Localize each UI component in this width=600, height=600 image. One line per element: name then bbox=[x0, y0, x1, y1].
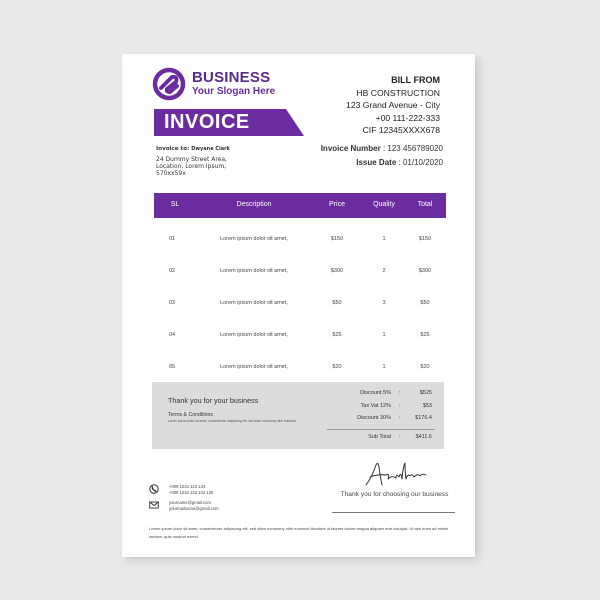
cell-sl: 02 bbox=[169, 268, 176, 274]
email-address: yourname@gmail.com bbox=[169, 500, 211, 505]
totals-value: $525 bbox=[419, 390, 432, 396]
invoice-to-block bbox=[156, 145, 256, 177]
bill-from-title: BILL FROM bbox=[391, 75, 440, 85]
signature-line bbox=[332, 512, 455, 513]
invoice-number-label: Invoice Number bbox=[320, 144, 381, 153]
cell-qty: 3 bbox=[382, 300, 386, 306]
totals-label: Discount 30% bbox=[357, 415, 391, 421]
header-quality: Quality bbox=[373, 201, 395, 208]
cell-description: Lorem ipsum dolor sit amet, bbox=[220, 332, 288, 338]
address-line: 570xx59x bbox=[156, 170, 186, 177]
e-circle-logo-icon bbox=[152, 67, 186, 101]
totals-row-discount-5 bbox=[327, 390, 435, 403]
cell-qty: 1 bbox=[382, 364, 386, 370]
invoice-number-value: : 123 456789020 bbox=[380, 144, 443, 153]
cell-description: Lorem ipsum dolor sit amet, bbox=[220, 364, 288, 370]
cell-total: $25 bbox=[420, 332, 430, 338]
cell-qty: 1 bbox=[382, 332, 386, 338]
header-total: Total bbox=[417, 201, 433, 208]
brand-slogan: Your Slogan Here bbox=[192, 86, 276, 97]
cell-price: $25 bbox=[332, 332, 342, 338]
address-line: 24 Dummy Street Area, bbox=[156, 156, 227, 163]
invoice-to-name: Dwyane Clark bbox=[191, 146, 230, 152]
totals-row-tax-vat bbox=[327, 403, 435, 416]
phone-number: +009 1234 123 134 126 bbox=[169, 490, 214, 495]
invoice-meta bbox=[321, 142, 443, 170]
subtotal-value: $411.6 bbox=[415, 433, 432, 440]
issue-date bbox=[321, 156, 443, 170]
cell-total: $300 bbox=[418, 268, 432, 274]
summary-panel bbox=[152, 382, 444, 449]
cell-sl: 01 bbox=[169, 236, 176, 242]
cell-description: Lorem ipsum dolor sit amet, bbox=[220, 300, 288, 306]
phone-number: +009 1234 123 134 bbox=[169, 484, 206, 489]
issue-date-value: : 01/10/2020 bbox=[396, 158, 443, 167]
invoice-page bbox=[122, 54, 475, 557]
brand-name: BUSINESS bbox=[192, 69, 271, 86]
cell-price: $300 bbox=[330, 268, 344, 274]
invoice-to-label: Invoice to: bbox=[156, 146, 192, 152]
terms-title: Terms & Conditions bbox=[168, 412, 213, 418]
cell-total: $20 bbox=[420, 364, 430, 370]
cell-sl: 03 bbox=[169, 300, 176, 306]
cell-price: $50 bbox=[332, 300, 342, 306]
issue-date-label: Issue Date bbox=[356, 158, 397, 167]
totals-divider bbox=[327, 429, 435, 430]
invoice-number bbox=[321, 142, 443, 156]
bill-from-company: HB CONSTRUCTION bbox=[356, 87, 440, 98]
table-header bbox=[154, 193, 446, 218]
header-sl: SL bbox=[170, 201, 180, 208]
totals-row-subtotal bbox=[327, 434, 435, 447]
subtotal-sep: : bbox=[399, 433, 401, 440]
totals-sep: : bbox=[399, 390, 401, 396]
cell-price: $150 bbox=[330, 236, 344, 242]
phone-icon bbox=[149, 484, 159, 494]
invoice-to-address bbox=[156, 156, 256, 177]
bill-from-address: 123 Grand Avenue - City bbox=[346, 100, 440, 110]
cell-qty: 2 bbox=[382, 268, 386, 274]
envelope-icon bbox=[149, 500, 159, 510]
totals-value: $176.4 bbox=[415, 415, 432, 421]
address-line: Location, Lorem Ipsum, bbox=[156, 163, 227, 170]
brand-block bbox=[192, 70, 275, 98]
footer-text: Lorem ipsum dolor sit amet, consectetuer adipiscing elit, sed diam nonummy nibh euismod tincidunt ut laoreet dolore magna aliquam erat volutpat. Ut wisi enim ad minim veniam, quis nostrud exerci bbox=[149, 526, 449, 539]
cell-description: Lorem ipsum dolor sit amet, bbox=[220, 236, 288, 242]
cell-qty: 1 bbox=[382, 236, 386, 242]
cell-price: $20 bbox=[332, 364, 342, 370]
table-row bbox=[154, 332, 446, 344]
invoice-title: INVOICE bbox=[164, 111, 250, 133]
terms-body: Lorem ipsum dolor sit amet, consectetuer adipiscing elit, sed diam nonummy nibh euismod bbox=[168, 419, 296, 423]
table-row bbox=[154, 300, 446, 312]
table-row bbox=[154, 364, 446, 376]
totals-block bbox=[327, 390, 435, 446]
totals-sep: : bbox=[399, 402, 401, 409]
table-row bbox=[154, 236, 446, 248]
subtotal-label: Sub Total bbox=[368, 433, 391, 440]
email-address: yourmailname@gmail.com bbox=[169, 506, 219, 511]
cell-total: $50 bbox=[420, 300, 430, 306]
signature-caption: Thank you for choosing our business bbox=[340, 491, 449, 498]
cell-description: Lorem ipsum dolor sit amet, bbox=[220, 268, 288, 274]
totals-label: Discount 5% bbox=[360, 390, 391, 396]
totals-value: $53 bbox=[422, 402, 432, 409]
totals-sep: : bbox=[399, 415, 401, 421]
thanks-message: Thank you for your business bbox=[168, 396, 259, 405]
table-row bbox=[154, 268, 446, 280]
cell-total: $150 bbox=[418, 236, 432, 242]
bill-from-block bbox=[346, 74, 440, 137]
header-description: Description bbox=[236, 201, 272, 208]
totals-label: Tax Vat 12% bbox=[360, 402, 391, 409]
cell-sl: 05 bbox=[169, 364, 176, 370]
cell-sl: 04 bbox=[169, 332, 176, 338]
bill-from-phone: +00 111-222-333 bbox=[375, 112, 440, 123]
bill-from-cif: CIF 12345XXXX678 bbox=[362, 125, 440, 135]
signature bbox=[362, 459, 432, 491]
totals-row-discount-30 bbox=[327, 415, 435, 428]
header-price: Price bbox=[329, 201, 345, 208]
